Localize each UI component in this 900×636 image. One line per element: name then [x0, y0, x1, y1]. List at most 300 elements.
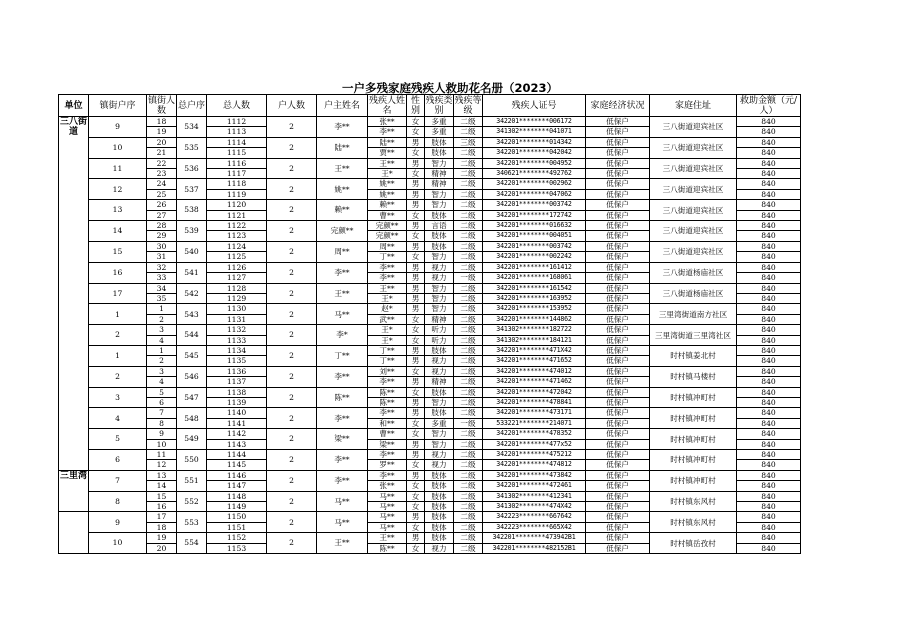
economic-status-cell: 低保户 [586, 397, 650, 407]
disabled-name-cell: 李** [368, 408, 407, 418]
disabled-name-cell: 张** [368, 481, 407, 491]
table-row [59, 345, 801, 355]
disability-level-cell: 二级 [454, 345, 483, 355]
amount-cell: 840 [737, 345, 801, 355]
sex-cell: 女 [407, 210, 425, 220]
sex-cell: 女 [407, 169, 425, 179]
town-person-count-cell: 14 [147, 481, 177, 491]
economic-status-cell: 低保户 [586, 158, 650, 168]
economic-status-cell: 低保户 [586, 543, 650, 553]
total-household-seq-cell: 534 [177, 117, 207, 138]
disability-type-cell: 肢体 [425, 481, 454, 491]
household-head-cell: 马** [317, 304, 368, 325]
sex-cell: 男 [407, 158, 425, 168]
disability-type-cell: 智力 [425, 283, 454, 293]
disabled-name-cell: 王** [368, 533, 407, 543]
disabled-name-cell: 曹** [368, 210, 407, 220]
town-household-seq-cell: 6 [89, 450, 147, 471]
amount-cell: 840 [737, 314, 801, 324]
table-row [59, 158, 801, 168]
total-household-seq-cell: 537 [177, 179, 207, 200]
household-size-cell: 2 [267, 200, 317, 221]
disability-level-cell: 三级 [454, 137, 483, 147]
header-town-person-count: 镇街人数 [147, 95, 175, 116]
amount-cell: 840 [737, 325, 801, 335]
disability-level-cell: 一级 [454, 418, 483, 428]
town-household-seq-cell: 1 [89, 304, 147, 325]
disabled-name-cell: 王* [368, 325, 407, 335]
disability-level-cell: 二级 [454, 169, 483, 179]
town-household-seq-cell: 11 [89, 158, 147, 179]
disabled-name-cell: 王* [368, 335, 407, 345]
amount-cell: 840 [737, 491, 801, 501]
sex-cell: 女 [407, 387, 425, 397]
disabled-name-cell: 陈** [368, 397, 407, 407]
economic-status-cell: 低保户 [586, 231, 650, 241]
disability-level-cell: 一级 [454, 273, 483, 283]
economic-status-cell: 低保户 [586, 314, 650, 324]
economic-status-cell: 低保户 [586, 262, 650, 272]
sex-cell: 女 [407, 543, 425, 553]
town-person-count-cell: 19 [147, 533, 177, 543]
disability-type-cell: 智力 [425, 200, 454, 210]
economic-status-cell: 低保户 [586, 335, 650, 345]
total-person-count-cell: 1127 [207, 273, 267, 283]
disabled-name-cell: 马** [368, 522, 407, 532]
disability-type-cell: 智力 [425, 429, 454, 439]
total-person-count-cell: 1126 [207, 262, 267, 272]
town-person-count-cell: 31 [147, 252, 177, 262]
certificate-number-cell: 342201********014342 [483, 137, 586, 147]
household-size-cell: 2 [267, 533, 317, 554]
economic-status-cell: 低保户 [586, 408, 650, 418]
household-size-cell: 2 [267, 387, 317, 408]
household-size-cell: 2 [267, 429, 317, 450]
total-person-count-cell: 1148 [207, 491, 267, 501]
disability-level-cell: 二级 [454, 502, 483, 512]
household-head-cell: 陆** [317, 137, 368, 158]
certificate-number-cell: 342201********478841 [483, 397, 586, 407]
economic-status-cell: 低保户 [586, 345, 650, 355]
sex-cell: 男 [407, 273, 425, 283]
total-person-count-cell: 1138 [207, 387, 267, 397]
disability-type-cell: 肢体 [425, 210, 454, 220]
total-person-count-cell: 1150 [207, 512, 267, 522]
household-head-cell: 梁** [317, 429, 368, 450]
total-person-count-cell: 1132 [207, 325, 267, 335]
disabled-name-cell: 刘** [368, 366, 407, 376]
disability-level-cell: 二级 [454, 387, 483, 397]
sex-cell: 男 [407, 345, 425, 355]
amount-cell: 840 [737, 200, 801, 210]
total-person-count-cell: 1147 [207, 481, 267, 491]
household-head-cell: 马** [317, 512, 368, 533]
disability-level-cell: 二级 [454, 314, 483, 324]
economic-status-cell: 低保户 [586, 481, 650, 491]
amount-cell: 840 [737, 387, 801, 397]
header-certificate-number: 残疾人证号 [483, 95, 586, 117]
economic-status-cell: 低保户 [586, 189, 650, 199]
economic-status-cell: 低保户 [586, 179, 650, 189]
total-person-count-cell: 1129 [207, 293, 267, 303]
address-cell: 时村镇冲町村 [650, 450, 737, 471]
amount-cell: 840 [737, 512, 801, 522]
disabled-name-cell: 赵* [368, 304, 407, 314]
town-household-seq-cell: 15 [89, 241, 147, 262]
disability-level-cell: 二级 [454, 179, 483, 189]
address-cell: 三里湾街道三里湾社区 [650, 325, 737, 346]
disabled-name-cell: 王* [368, 169, 407, 179]
disability-type-cell: 肢体 [425, 522, 454, 532]
sex-cell: 男 [407, 200, 425, 210]
disability-level-cell: 二级 [454, 533, 483, 543]
address-cell: 三八街道迎宾社区 [650, 241, 737, 262]
table-row [59, 221, 801, 231]
total-person-count-cell: 1152 [207, 533, 267, 543]
total-person-count-cell: 1136 [207, 366, 267, 376]
total-person-count-cell: 1114 [207, 137, 267, 147]
disabled-name-cell: 王** [368, 158, 407, 168]
header-address: 家庭住址 [650, 95, 737, 117]
town-person-count-cell: 2 [147, 314, 177, 324]
total-person-count-cell: 1143 [207, 439, 267, 449]
disability-level-cell: 二级 [454, 158, 483, 168]
address-cell: 时村镇马楼村 [650, 366, 737, 387]
town-household-seq-cell: 9 [89, 512, 147, 533]
certificate-number-cell: 342223********667642 [483, 512, 586, 522]
amount-cell: 840 [737, 148, 801, 158]
economic-status-cell: 低保户 [586, 450, 650, 460]
sex-cell: 男 [407, 221, 425, 231]
economic-status-cell: 低保户 [586, 502, 650, 512]
table-row [59, 387, 801, 397]
disabled-name-cell: 姚** [368, 189, 407, 199]
amount-cell: 840 [737, 439, 801, 449]
total-person-count-cell: 1116 [207, 158, 267, 168]
total-person-count-cell: 1141 [207, 418, 267, 428]
total-person-count-cell: 1123 [207, 231, 267, 241]
town-person-count-cell: 15 [147, 491, 177, 501]
total-person-count-cell: 1142 [207, 429, 267, 439]
town-household-seq-cell: 2 [89, 366, 147, 387]
sex-cell: 男 [407, 356, 425, 366]
disability-type-cell: 肢体 [425, 137, 454, 147]
amount-cell: 840 [737, 252, 801, 262]
amount-cell: 840 [737, 169, 801, 179]
header-total-person-count: 总人数 [207, 95, 267, 117]
amount-cell: 840 [737, 408, 801, 418]
amount-cell: 840 [737, 366, 801, 376]
disability-type-cell: 视力 [425, 262, 454, 272]
total-person-count-cell: 1151 [207, 522, 267, 532]
household-size-cell: 2 [267, 470, 317, 491]
economic-status-cell: 低保户 [586, 512, 650, 522]
disabled-name-cell: 周** [368, 241, 407, 251]
household-size-cell: 2 [267, 158, 317, 179]
certificate-number-cell: 342201********168061 [483, 273, 586, 283]
disabled-name-cell: 马** [368, 491, 407, 501]
economic-status-cell: 低保户 [586, 273, 650, 283]
amount-cell: 840 [737, 262, 801, 272]
household-head-cell: 姚** [317, 179, 368, 200]
address-cell: 时村镇冲町村 [650, 387, 737, 408]
certificate-number-cell: 342201********006172 [483, 117, 586, 127]
disability-level-cell: 二级 [454, 481, 483, 491]
town-household-seq-cell: 17 [89, 283, 147, 304]
town-person-count-cell: 23 [147, 169, 177, 179]
disabled-name-cell: 陈** [368, 387, 407, 397]
total-person-count-cell: 1125 [207, 252, 267, 262]
total-person-count-cell: 1146 [207, 470, 267, 480]
disability-level-cell: 二级 [454, 127, 483, 137]
amount-cell: 840 [737, 179, 801, 189]
total-household-seq-cell: 540 [177, 241, 207, 262]
town-household-seq-cell: 1 [89, 345, 147, 366]
household-head-cell: 陈** [317, 387, 368, 408]
town-household-seq-cell: 9 [89, 117, 147, 138]
certificate-number-cell: 342201********472042 [483, 387, 586, 397]
economic-status-cell: 低保户 [586, 325, 650, 335]
economic-status-cell: 低保户 [586, 418, 650, 428]
sex-cell: 男 [407, 262, 425, 272]
disabled-name-cell: 马** [368, 512, 407, 522]
disabled-name-cell: 李** [368, 450, 407, 460]
household-head-cell: 李** [317, 408, 368, 429]
total-person-count-cell: 1117 [207, 169, 267, 179]
certificate-number-cell: 342201********161412 [483, 262, 586, 272]
household-head-cell: 赖** [317, 200, 368, 221]
total-person-count-cell: 1122 [207, 221, 267, 231]
economic-status-cell: 低保户 [586, 304, 650, 314]
disability-level-cell: 二级 [454, 335, 483, 345]
household-head-cell: 李** [317, 470, 368, 491]
disability-level-cell: 二级 [454, 262, 483, 272]
sex-cell: 男 [407, 397, 425, 407]
certificate-number-cell: 341302********412341 [483, 491, 586, 501]
address-cell: 三八街道迎宾社区 [650, 200, 737, 221]
disabled-name-cell: 丁** [368, 252, 407, 262]
household-head-cell: 完颜** [317, 221, 368, 242]
household-head-cell: 李** [317, 262, 368, 283]
economic-status-cell: 低保户 [586, 169, 650, 179]
disabled-name-cell: 王** [368, 283, 407, 293]
header-household-head: 户主姓名 [317, 95, 368, 117]
certificate-number-cell: 533221********214071 [483, 418, 586, 428]
disability-type-cell: 肢体 [425, 148, 454, 158]
total-person-count-cell: 1112 [207, 117, 267, 127]
table-row [59, 179, 801, 189]
town-household-seq-cell: 5 [89, 429, 147, 450]
total-person-count-cell: 1134 [207, 345, 267, 355]
disability-type-cell: 视力 [425, 273, 454, 283]
table-row [59, 408, 801, 418]
total-person-count-cell: 1133 [207, 335, 267, 345]
household-size-cell: 2 [267, 221, 317, 242]
table-row [59, 137, 801, 147]
disability-type-cell: 智力 [425, 158, 454, 168]
sex-cell: 女 [407, 252, 425, 262]
table-row [59, 470, 801, 480]
disability-type-cell: 精神 [425, 169, 454, 179]
certificate-number-cell: 340621********492762 [483, 169, 586, 179]
disabled-name-cell: 曹** [368, 429, 407, 439]
table-row [59, 262, 801, 272]
household-head-cell: 王** [317, 283, 368, 304]
disabled-name-cell: 陈** [368, 543, 407, 553]
header-disability-type: 残疾类别 [425, 95, 453, 116]
disability-type-cell: 精神 [425, 377, 454, 387]
disability-type-cell: 多重 [425, 418, 454, 428]
table-row [59, 512, 801, 522]
town-household-seq-cell: 2 [89, 325, 147, 346]
certificate-number-cell: 342201********144862 [483, 314, 586, 324]
amount-cell: 840 [737, 293, 801, 303]
total-household-seq-cell: 552 [177, 491, 207, 512]
town-person-count-cell: 11 [147, 450, 177, 460]
header-disabled-name: 残疾人姓名 [368, 95, 405, 116]
disabled-name-cell: 姚** [368, 179, 407, 189]
certificate-number-cell: 342201********472461 [483, 481, 586, 491]
amount-cell: 840 [737, 335, 801, 345]
header-total-household-seq: 总户序 [177, 95, 207, 117]
sex-cell: 男 [407, 293, 425, 303]
disability-type-cell: 智力 [425, 397, 454, 407]
disability-type-cell: 视力 [425, 450, 454, 460]
certificate-number-cell: 342223********665X42 [483, 522, 586, 532]
disability-level-cell: 二级 [454, 117, 483, 127]
certificate-number-cell: 342201********473842 [483, 470, 586, 480]
total-household-seq-cell: 547 [177, 387, 207, 408]
total-household-seq-cell: 541 [177, 262, 207, 283]
total-household-seq-cell: 542 [177, 283, 207, 304]
total-household-seq-cell: 539 [177, 221, 207, 242]
town-person-count-cell: 17 [147, 512, 177, 522]
header-row [59, 95, 801, 117]
disability-type-cell: 听力 [425, 335, 454, 345]
town-person-count-cell: 18 [147, 522, 177, 532]
header-unit: 单位 [59, 95, 89, 117]
economic-status-cell: 低保户 [586, 200, 650, 210]
household-size-cell: 2 [267, 262, 317, 283]
sex-cell: 男 [407, 533, 425, 543]
sex-cell: 男 [407, 439, 425, 449]
amount-cell: 840 [737, 450, 801, 460]
economic-status-cell: 低保户 [586, 522, 650, 532]
certificate-number-cell: 342201********471462 [483, 377, 586, 387]
table-row [59, 429, 801, 439]
town-person-count-cell: 4 [147, 377, 177, 387]
disability-level-cell: 二级 [454, 231, 483, 241]
household-size-cell: 2 [267, 345, 317, 366]
disability-type-cell: 视力 [425, 366, 454, 376]
town-person-count-cell: 4 [147, 335, 177, 345]
town-household-seq-cell: 10 [89, 533, 147, 554]
certificate-number-cell: 342201********474012 [483, 366, 586, 376]
sex-cell: 男 [407, 137, 425, 147]
town-person-count-cell: 30 [147, 241, 177, 251]
total-person-count-cell: 1131 [207, 314, 267, 324]
sex-cell: 女 [407, 502, 425, 512]
certificate-number-cell: 342201********016632 [483, 221, 586, 231]
total-household-seq-cell: 546 [177, 366, 207, 387]
sex-cell: 男 [407, 304, 425, 314]
town-person-count-cell: 35 [147, 293, 177, 303]
town-person-count-cell: 27 [147, 210, 177, 220]
disability-level-cell: 二级 [454, 325, 483, 335]
economic-status-cell: 低保户 [586, 470, 650, 480]
disability-type-cell: 精神 [425, 179, 454, 189]
disability-type-cell: 智力 [425, 252, 454, 262]
sex-cell: 女 [407, 522, 425, 532]
total-household-seq-cell: 553 [177, 512, 207, 533]
economic-status-cell: 低保户 [586, 491, 650, 501]
town-household-seq-cell: 3 [89, 387, 147, 408]
disability-level-cell: 二级 [454, 304, 483, 314]
household-size-cell: 2 [267, 283, 317, 304]
table-row [59, 366, 801, 376]
disability-level-cell: 二级 [454, 512, 483, 522]
disability-type-cell: 肢体 [425, 533, 454, 543]
economic-status-cell: 低保户 [586, 241, 650, 251]
economic-status-cell: 低保户 [586, 283, 650, 293]
sex-cell: 男 [407, 179, 425, 189]
amount-cell: 840 [737, 377, 801, 387]
certificate-number-cell: 342201********477x52 [483, 439, 586, 449]
address-cell: 三八街道迎宾社区 [650, 137, 737, 158]
sex-cell: 女 [407, 314, 425, 324]
total-household-seq-cell: 536 [177, 158, 207, 179]
disability-level-cell: 二级 [454, 356, 483, 366]
address-cell: 三八街道迎宾社区 [650, 179, 737, 200]
amount-cell: 840 [737, 273, 801, 283]
disability-level-cell: 二级 [454, 491, 483, 501]
unit-cell [59, 512, 89, 554]
disability-level-cell: 二级 [454, 221, 483, 231]
total-household-seq-cell: 549 [177, 429, 207, 450]
table-body [59, 117, 801, 554]
total-household-seq-cell: 551 [177, 470, 207, 491]
town-household-seq-cell: 14 [89, 221, 147, 242]
total-household-seq-cell: 535 [177, 137, 207, 158]
address-cell: 时村镇冲町村 [650, 408, 737, 429]
sex-cell: 女 [407, 325, 425, 335]
household-size-cell: 2 [267, 512, 317, 533]
relief-roster-table [58, 94, 801, 554]
certificate-number-cell: 342201********002962 [483, 179, 586, 189]
sex-cell: 男 [407, 450, 425, 460]
header-household-size: 户人数 [267, 95, 317, 117]
page-title: 一户多残家庭残疾人救助花名册（2023） [341, 81, 558, 95]
total-person-count-cell: 1137 [207, 377, 267, 387]
total-person-count-cell: 1130 [207, 304, 267, 314]
disability-type-cell: 智力 [425, 304, 454, 314]
town-household-seq-cell: 8 [89, 491, 147, 512]
disability-level-cell: 二级 [454, 293, 483, 303]
total-person-count-cell: 1149 [207, 502, 267, 512]
sex-cell: 女 [407, 127, 425, 137]
town-person-count-cell: 25 [147, 189, 177, 199]
unit-cell: 三里湾 [59, 470, 89, 512]
town-person-count-cell: 33 [147, 273, 177, 283]
disability-type-cell: 多重 [425, 127, 454, 137]
certificate-number-cell: 342201********471X42 [483, 345, 586, 355]
total-person-count-cell: 1153 [207, 543, 267, 553]
economic-status-cell: 低保户 [586, 210, 650, 220]
sex-cell: 男 [407, 241, 425, 251]
town-person-count-cell: 21 [147, 148, 177, 158]
household-size-cell: 2 [267, 325, 317, 346]
disability-type-cell: 肢体 [425, 231, 454, 241]
